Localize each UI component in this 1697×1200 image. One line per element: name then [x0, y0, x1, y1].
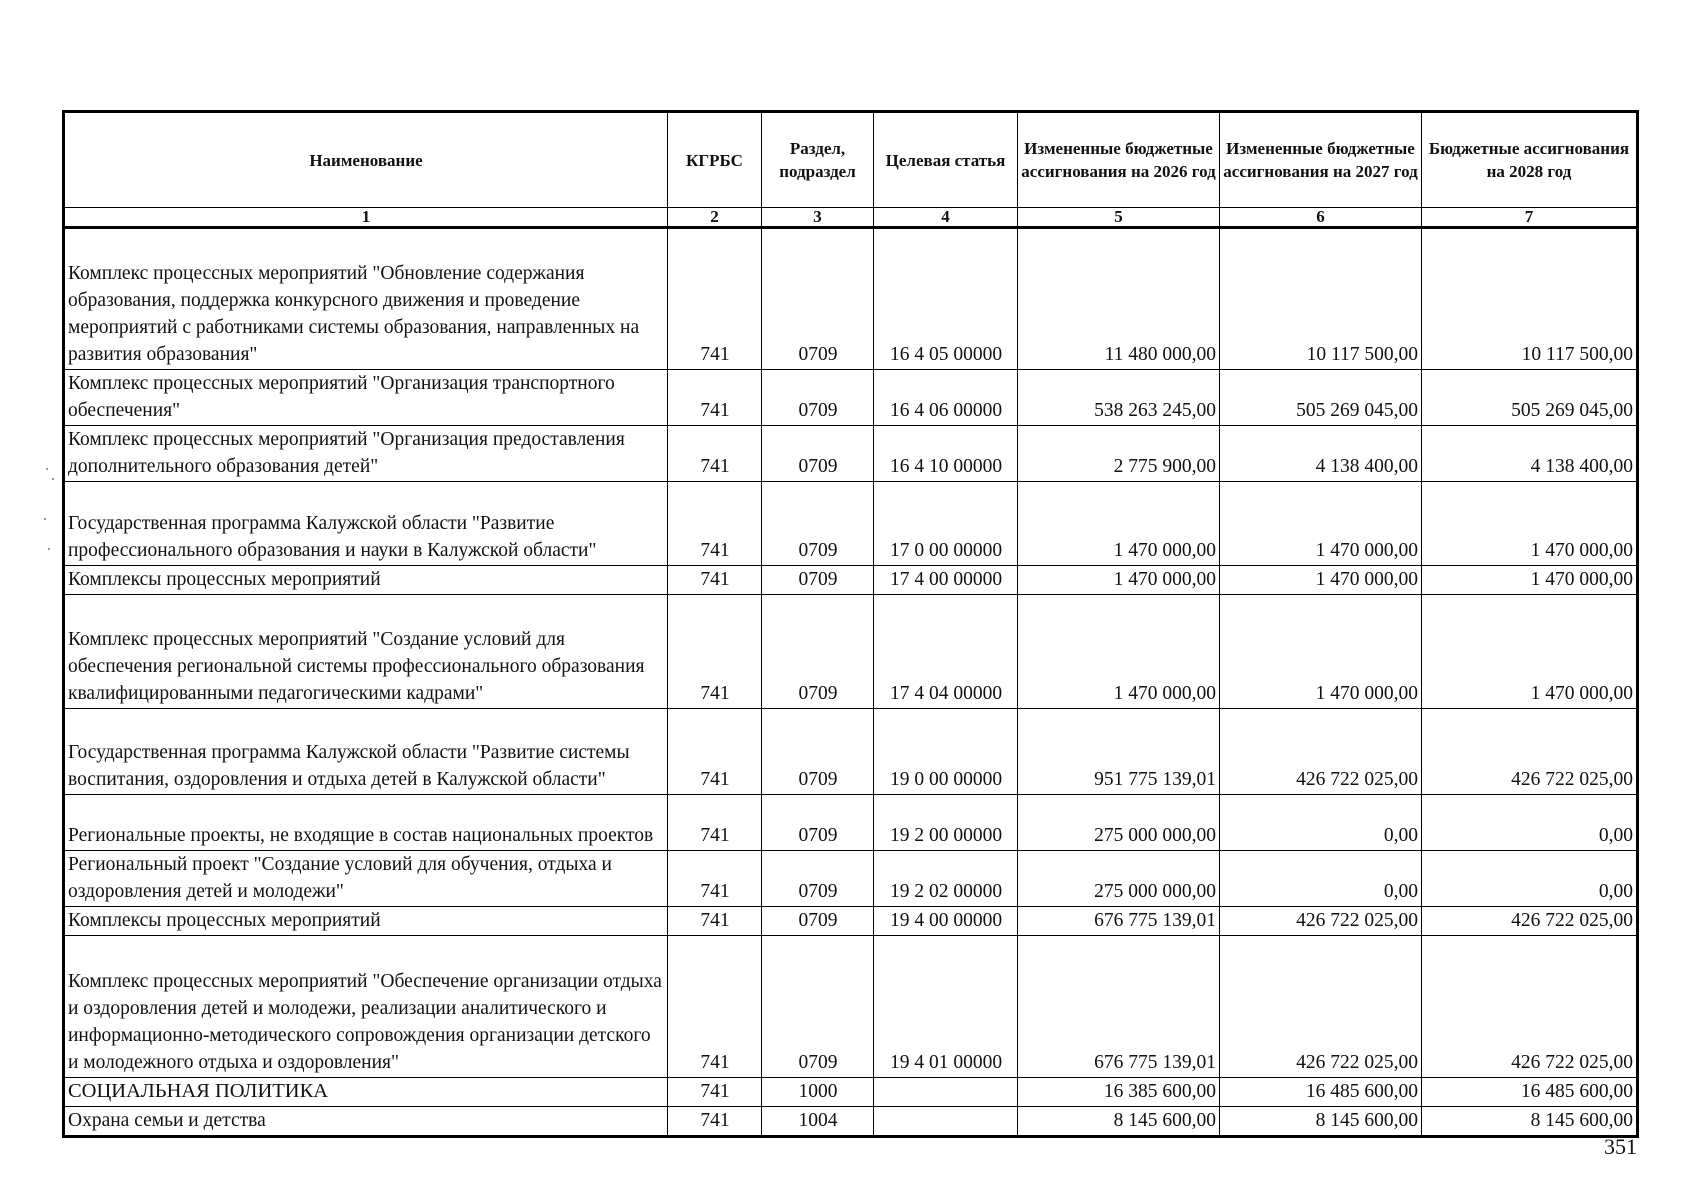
row-2027: 16 485 600,00	[1220, 1078, 1422, 1107]
row-section: 0709	[762, 907, 874, 936]
row-section: 0709	[762, 566, 874, 595]
row-kgrbs: 741	[668, 426, 762, 482]
row-2026: 1 470 000,00	[1018, 595, 1220, 709]
row-section: 0709	[762, 482, 874, 566]
row-2027: 1 470 000,00	[1220, 482, 1422, 566]
row-2027: 426 722 025,00	[1220, 709, 1422, 795]
row-name: Региональные проекты, не входящие в состав национальных проектов	[64, 795, 668, 851]
table-row	[64, 1107, 1638, 1137]
column-number: 4	[874, 208, 1018, 228]
row-2027: 505 269 045,00	[1220, 370, 1422, 426]
row-target: 16 4 06 00000	[874, 370, 1018, 426]
row-target: 16 4 10 00000	[874, 426, 1018, 482]
page-number: 351	[1604, 1134, 1637, 1159]
row-2026: 676 775 139,01	[1018, 936, 1220, 1078]
table-row	[64, 709, 1638, 795]
row-2028: 426 722 025,00	[1422, 907, 1638, 936]
table-header	[64, 112, 1638, 228]
row-target: 19 4 01 00000	[874, 936, 1018, 1078]
row-2027: 8 145 600,00	[1220, 1107, 1422, 1137]
column-number: 7	[1422, 208, 1638, 228]
row-2028: 0,00	[1422, 851, 1638, 907]
table-row	[64, 482, 1638, 566]
row-2027: 426 722 025,00	[1220, 936, 1422, 1078]
row-target	[874, 1107, 1018, 1137]
row-2028: 426 722 025,00	[1422, 936, 1638, 1078]
row-2028: 8 145 600,00	[1422, 1107, 1638, 1137]
row-section: 0709	[762, 370, 874, 426]
row-2027: 1 470 000,00	[1220, 595, 1422, 709]
table-row	[64, 370, 1638, 426]
row-target: 19 2 02 00000	[874, 851, 1018, 907]
row-target: 17 4 04 00000	[874, 595, 1018, 709]
table-row	[64, 228, 1638, 370]
column-number: 1	[64, 208, 668, 228]
table-row	[64, 566, 1638, 595]
row-2026: 1 470 000,00	[1018, 482, 1220, 566]
header-2026: Измененные бюджетные ассигнования на 2026 год	[1018, 112, 1220, 208]
row-2027: 0,00	[1220, 851, 1422, 907]
row-name: Комплекс процессных мероприятий "Обновление содержания образования, поддержка конкурсного движения и проведение мероприятий с работниками системы образования, направленных на развития образования"	[64, 228, 668, 370]
row-section: 0709	[762, 709, 874, 795]
row-section: 1000	[762, 1078, 874, 1107]
header-2027: Измененные бюджетные ассигнования на 2027 год	[1220, 112, 1422, 208]
row-2026: 275 000 000,00	[1018, 851, 1220, 907]
table-row	[64, 795, 1638, 851]
row-target: 19 0 00 00000	[874, 709, 1018, 795]
row-name: Комплексы процессных мероприятий	[64, 907, 668, 936]
row-kgrbs: 741	[668, 936, 762, 1078]
row-2028: 16 485 600,00	[1422, 1078, 1638, 1107]
row-2028: 505 269 045,00	[1422, 370, 1638, 426]
row-section: 0709	[762, 795, 874, 851]
row-target: 19 4 00 00000	[874, 907, 1018, 936]
row-kgrbs: 741	[668, 709, 762, 795]
row-2027: 10 117 500,00	[1220, 228, 1422, 370]
table-row	[64, 595, 1638, 709]
row-kgrbs: 741	[668, 795, 762, 851]
row-kgrbs: 741	[668, 1107, 762, 1137]
table-row	[64, 1078, 1638, 1107]
row-target	[874, 1078, 1018, 1107]
row-section: 1004	[762, 1107, 874, 1137]
scan-speck	[44, 518, 46, 520]
scan-speck	[52, 478, 54, 480]
column-number-row	[64, 208, 1638, 228]
row-name: Комплекс процессных мероприятий "Организация предоставления дополнительного образования детей"	[64, 426, 668, 482]
table-row	[64, 426, 1638, 482]
row-target: 17 0 00 00000	[874, 482, 1018, 566]
row-kgrbs: 741	[668, 851, 762, 907]
table-row	[64, 936, 1638, 1078]
row-2026: 676 775 139,01	[1018, 907, 1220, 936]
row-target: 19 2 00 00000	[874, 795, 1018, 851]
row-section: 0709	[762, 851, 874, 907]
header-name: Наименование	[64, 112, 668, 208]
column-number: 5	[1018, 208, 1220, 228]
scan-speck	[48, 548, 50, 550]
header-target: Целевая статья	[874, 112, 1018, 208]
table-row	[64, 851, 1638, 907]
scan-speck	[46, 468, 48, 470]
row-2026: 11 480 000,00	[1018, 228, 1220, 370]
column-number: 3	[762, 208, 874, 228]
row-section: 0709	[762, 228, 874, 370]
table-body	[64, 228, 1638, 1137]
row-2028: 0,00	[1422, 795, 1638, 851]
row-name: Охрана семьи и детства	[64, 1107, 668, 1137]
row-2026: 1 470 000,00	[1018, 566, 1220, 595]
header-2028: Бюджетные ассигнования на 2028 год	[1422, 112, 1638, 208]
row-name: Комплекс процессных мероприятий "Обеспечение организации отдыха и оздоровления детей и молодежи, реализации аналитического и информационно-методического сопровождения организации детского и молодежного отдыха и оздоровления"	[64, 936, 668, 1078]
row-name: Комплекс процессных мероприятий "Создание условий для обеспечения региональной системы профессионального образования квалифицированными педагогическими кадрами"	[64, 595, 668, 709]
row-2028: 1 470 000,00	[1422, 566, 1638, 595]
row-2027: 1 470 000,00	[1220, 566, 1422, 595]
row-2028: 4 138 400,00	[1422, 426, 1638, 482]
row-kgrbs: 741	[668, 1078, 762, 1107]
column-number: 2	[668, 208, 762, 228]
row-target: 17 4 00 00000	[874, 566, 1018, 595]
column-number: 6	[1220, 208, 1422, 228]
row-2026: 16 385 600,00	[1018, 1078, 1220, 1107]
row-2026: 275 000 000,00	[1018, 795, 1220, 851]
row-kgrbs: 741	[668, 482, 762, 566]
row-2027: 0,00	[1220, 795, 1422, 851]
row-target: 16 4 05 00000	[874, 228, 1018, 370]
row-section: 0709	[762, 426, 874, 482]
row-2028: 426 722 025,00	[1422, 709, 1638, 795]
row-kgrbs: 741	[668, 566, 762, 595]
row-2026: 2 775 900,00	[1018, 426, 1220, 482]
row-kgrbs: 741	[668, 907, 762, 936]
row-2028: 10 117 500,00	[1422, 228, 1638, 370]
header-kgrbs: КГРБС	[668, 112, 762, 208]
row-2026: 8 145 600,00	[1018, 1107, 1220, 1137]
row-2026: 951 775 139,01	[1018, 709, 1220, 795]
row-2026: 538 263 245,00	[1018, 370, 1220, 426]
row-section: 0709	[762, 595, 874, 709]
row-2027: 4 138 400,00	[1220, 426, 1422, 482]
row-name: Государственная программа Калужской области "Развитие профессионального образования и науки в Калужской области"	[64, 482, 668, 566]
row-2027: 426 722 025,00	[1220, 907, 1422, 936]
row-2028: 1 470 000,00	[1422, 595, 1638, 709]
budget-table	[62, 110, 1639, 1138]
row-name: Комплексы процессных мероприятий	[64, 566, 668, 595]
row-kgrbs: 741	[668, 370, 762, 426]
row-kgrbs: 741	[668, 595, 762, 709]
row-section: 0709	[762, 936, 874, 1078]
row-name: Комплекс процессных мероприятий "Организация транспортного обеспечения"	[64, 370, 668, 426]
row-name: СОЦИАЛЬНАЯ ПОЛИТИКА	[64, 1078, 668, 1107]
table-row	[64, 907, 1638, 936]
row-2028: 1 470 000,00	[1422, 482, 1638, 566]
row-name: Региональный проект "Создание условий для обучения, отдыха и оздоровления детей и молодежи"	[64, 851, 668, 907]
row-kgrbs: 741	[668, 228, 762, 370]
header-section: Раздел, подраздел	[762, 112, 874, 208]
row-name: Государственная программа Калужской области "Развитие системы воспитания, оздоровления и отдыха детей в Калужской области"	[64, 709, 668, 795]
